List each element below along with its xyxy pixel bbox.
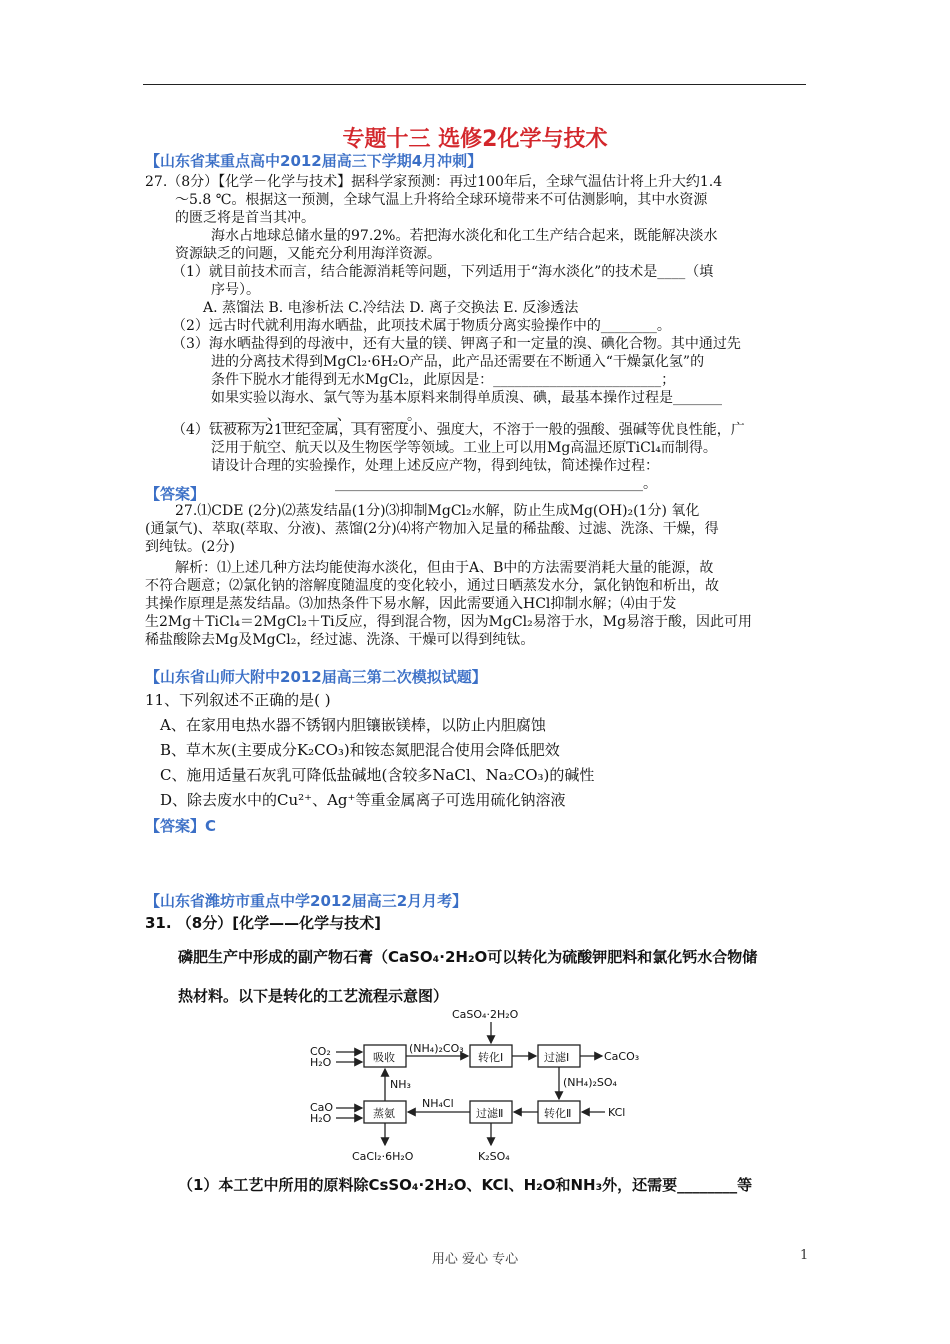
source-heading-2: 【山东省山师大附中2012届高三第二次模拟试题】 xyxy=(145,668,487,686)
label-cao: CaO xyxy=(310,1101,334,1114)
label-filter2: 过滤Ⅱ xyxy=(476,1107,504,1120)
label-h2o: H₂O xyxy=(310,1112,332,1125)
q11-option-c: C、施用适量石灰乳可降低盐碱地(含较多NaCl、Na₂CO₃)的碱性 xyxy=(160,766,595,784)
q27-line: 序号）。 xyxy=(211,282,260,298)
page-number: 1 xyxy=(800,1248,809,1263)
q27-line: 条件下脱水才能得到无水MgCl₂，此原因是：________________________； xyxy=(211,372,676,388)
q27-line: 资源缺乏的问题，又能充分利用海洋资源。 xyxy=(175,246,441,262)
label-caco3: CaCO₃ xyxy=(604,1050,640,1063)
q27-line: 如果实验以海水、氯气等为基本原料来制得单质溴、碘，最基本操作过程是_______ xyxy=(211,390,722,406)
q27-line: 海水占地球总储水量的97.2%。若把海水淡化和化工生产结合起来，既能解决淡水 xyxy=(211,228,718,244)
q11-option-d: D、除去废水中的Cu²⁺、Ag⁺等重金属离子可选用硫化钠溶液 xyxy=(160,791,566,809)
q27-line: 的匮乏将是首当其冲。 xyxy=(175,210,315,226)
q31-paragraph: 磷肥生产中形成的副产物石膏（CaSO₄·2H₂O可以转化为硫酸钾肥料和氯化钙水合物储 xyxy=(178,948,758,966)
q27-line: ～5.8 ℃。根据这一预测，全球气温上升将给全球环境带来不可估测影响，其中水资源 xyxy=(175,192,708,208)
label-convert1: 转化Ⅰ xyxy=(478,1051,504,1064)
label-co2: CO₂ xyxy=(310,1045,331,1058)
page-footer: 用心 爱心 专心 xyxy=(431,1252,519,1267)
label-convert2: 转化Ⅱ xyxy=(544,1107,572,1120)
q31-question: 31. （8分）[化学——化学与技术] xyxy=(145,914,381,932)
q11-option-a: A、在家用电热水器不锈钢内胆镶嵌镁棒，以防止内胆腐蚀 xyxy=(160,716,546,734)
q31-subquestion-1: （1）本工艺中所用的原料除CsSO₄·2H₂O、KCl、H₂O和NH₃外，还需要________等 xyxy=(178,1176,753,1194)
q27-line: （1）就目前技术而言，结合能源消耗等问题，下列适用于“海水淡化”的技术是____（填 xyxy=(172,264,714,280)
q27-line: 请设计合理的实验操作，处理上述反应产物，得到纯钛，简述操作过程： xyxy=(211,458,659,474)
answer-line: 生2Mg＋TiCl₄＝2MgCl₂＋Ti反应，得到混合物，因为MgCl₂易溶于水，Mg易溶于酸，因此可用 xyxy=(145,614,753,630)
label-nh4cl: NH₄Cl xyxy=(422,1097,454,1110)
label-kcl: KCl xyxy=(608,1106,626,1119)
label-caso4: CaSO₄·2H₂O xyxy=(452,1008,519,1021)
q27-line: ____________________________________________。 xyxy=(335,476,657,492)
q27-line: ________、________、________。 xyxy=(211,408,421,424)
answer-line: 27.⑴CDE (2分)⑵蒸发结晶(1分)⑶抑制MgCl₂水解，防止生成Mg(OH)₂(1分) 氧化 xyxy=(175,503,700,519)
answer-line: 稀盐酸除去Mg及MgCl₂，经过滤、洗涤、干燥可以得到纯钛。 xyxy=(145,632,535,648)
label-cacl2: CaCl₂·6H₂O xyxy=(352,1150,414,1163)
label-nh4-2co3: (NH₄)₂CO₃ xyxy=(409,1042,464,1055)
answer-line: 其操作原理是蒸发结晶。⑶加热条件下易水解，因此需要通入HCl抑制水解；⑷由于发 xyxy=(145,596,677,612)
label-absorb: 吸收 xyxy=(373,1051,395,1064)
q27-line: （4）钛被称为21世纪金属，具有密度小、强度大，不溶于一般的强酸、强碱等优良性能，广 xyxy=(172,422,745,438)
source-heading-1: 【山东省某重点高中2012届高三下学期4月冲刺】 xyxy=(145,152,483,170)
header-rule xyxy=(143,84,806,85)
q11-option-b: B、草木灰(主要成分K₂CO₃)和铵态氮肥混合使用会降低肥效 xyxy=(160,741,560,759)
q27-line: （2）远古时代就利用海水晒盐，此项技术属于物质分离实验操作中的________。 xyxy=(172,318,671,334)
q27-line: 27.（8分）【化学－化学与技术】据科学家预测：再过100年后，全球气温估计将上升大约1.4 xyxy=(145,174,723,190)
label-h2o: H₂O xyxy=(310,1056,332,1069)
label-nh3: NH₃ xyxy=(390,1078,411,1091)
answer-line: 不符合题意；⑵氯化钠的溶解度随温度的变化较小，通过日晒蒸发水分，氯化钠饱和析出，故 xyxy=(145,578,719,594)
q27-line: （3）海水晒盐得到的母液中，还有大量的镁、钾离子和一定量的溴、碘化合物。其中通过先 xyxy=(172,336,741,352)
q31-paragraph: 热材料。以下是转化的工艺流程示意图） xyxy=(178,987,449,1005)
answer-line: (通氯气)、萃取(萃取、分液)、蒸馏(2分)⑷将产物加入足量的稀盐酸、过滤、洗涤、干燥，得 xyxy=(145,521,719,537)
label-filter1: 过滤Ⅰ xyxy=(544,1051,570,1064)
label-steam-ammonia: 蒸氨 xyxy=(373,1107,395,1120)
label-k2so4: K₂SO₄ xyxy=(478,1150,510,1163)
source-heading-3: 【山东省潍坊市重点中学2012届高三2月月考】 xyxy=(145,892,468,910)
q11-question: 11、下列叙述不正确的是( ) xyxy=(145,691,331,709)
process-flow-diagram xyxy=(300,1005,660,1165)
answer-line: 解析：⑴上述几种方法均能使海水淡化，但由于A、B中的方法需要消耗大量的能源，故 xyxy=(175,560,714,576)
answer-label-1: 【答案】 xyxy=(145,485,206,503)
q27-line: 进的分离技术得到MgCl₂·6H₂O产品，此产品还需要在不断通入“干燥氯化氢”的 xyxy=(211,354,705,370)
answer-label-2: 【答案】C xyxy=(145,817,217,835)
label-nh4-2so4: (NH₄)₂SO₄ xyxy=(563,1076,617,1089)
q27-line: 泛用于航空、航天以及生物医学等领域。工业上可以用Mg高温还原TiCl₄而制得。 xyxy=(211,440,717,456)
answer-line: 到纯钛。(2分) xyxy=(145,539,235,555)
q27-options: A. 蒸馏法 B. 电渗析法 C.冷结法 D. 离子交换法 E. 反渗透法 xyxy=(203,300,579,316)
page-title: 专题十三 选修2化学与技术 xyxy=(342,127,608,152)
